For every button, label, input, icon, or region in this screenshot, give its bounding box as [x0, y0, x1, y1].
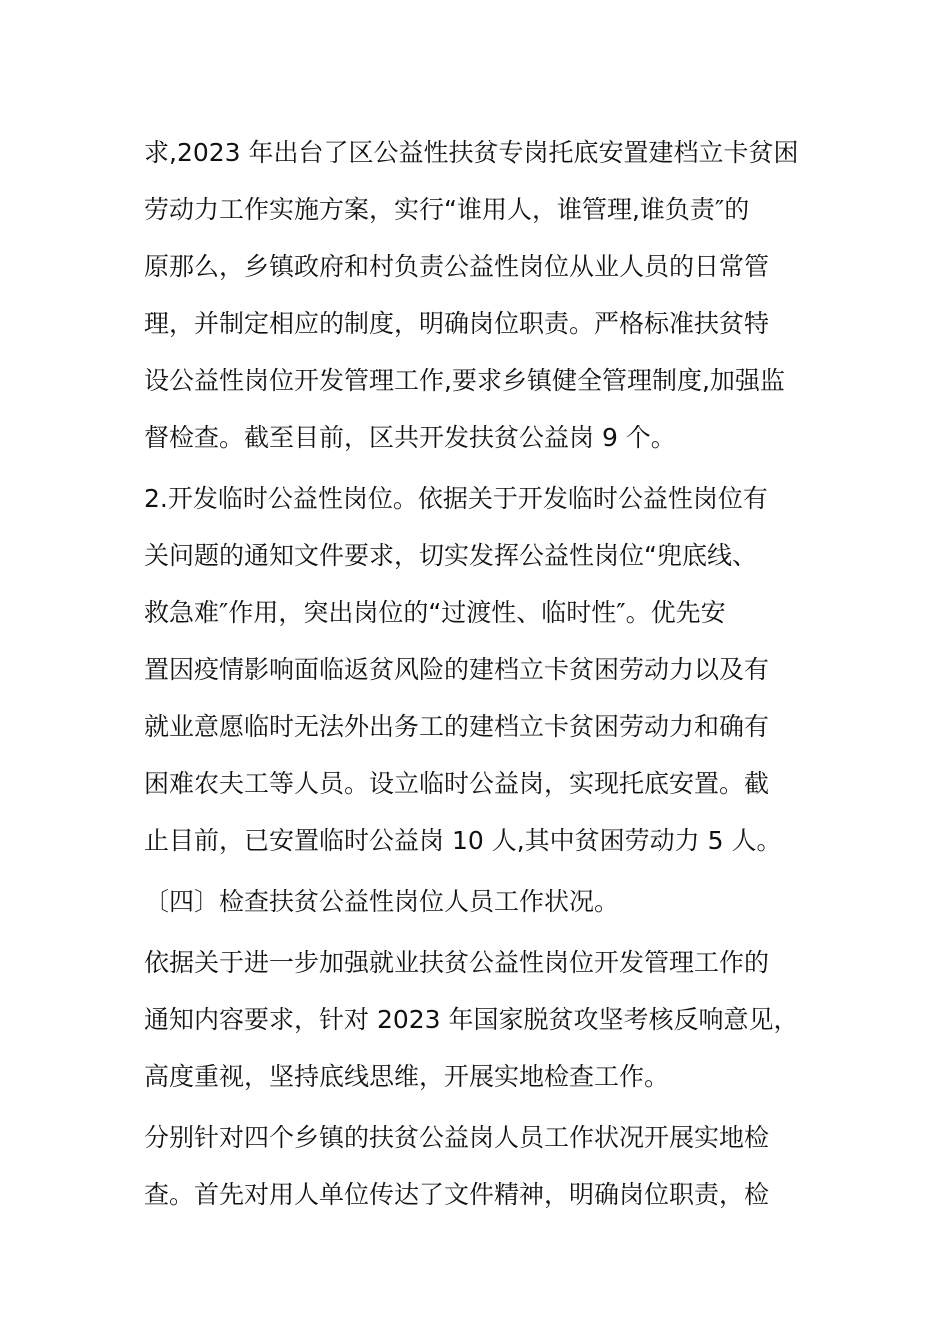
document-body [144, 124, 810, 1223]
text-line: 督检查。截至目前，区共开发扶贫公益岗 9 个。 [144, 423, 676, 452]
text-line: 止目前，已安置临时公益岗 10 人,其中贫困劳动力 5 人。 [144, 826, 782, 855]
heading-line: 〔四〕检查扶贫公益性岗位人员工作状况。 [144, 887, 620, 916]
text-line: 高度重视，坚持底线思维，开展实地检查工作。 [144, 1062, 670, 1091]
paragraph-4 [144, 1109, 810, 1223]
section-heading [144, 873, 810, 930]
text-line: 分别针对四个乡镇的扶贫公益岗人员工作状况开展实地检 [144, 1123, 770, 1152]
paragraph-1 [144, 124, 810, 466]
paragraph-3 [144, 934, 810, 1105]
text-line: 困难农夫工等人员。设立临时公益岗，实现托底安置。截 [144, 769, 770, 798]
text-line: 关问题的通知文件要求，切实发挥公益性岗位“兜底线、 [144, 541, 757, 570]
text-line: 设公益性岗位开发管理工作,要求乡镇健全管理制度,加强监 [144, 366, 785, 395]
text-line: 求,2023 年出台了区公益性扶贫专岗托底安置建档立卡贫困 [144, 138, 799, 167]
text-line: 2.开发临时公益性岗位。依据关于开发临时公益性岗位有 [144, 484, 768, 513]
text-line: 依据关于进一步加强就业扶贫公益性岗位开发管理工作的 [144, 948, 770, 977]
text-line: 劳动力工作实施方案，实行“谁用人，谁管理,谁负责″的 [144, 195, 750, 224]
text-line: 查。首先对用人单位传达了文件精神，明确岗位职责，检 [144, 1180, 770, 1209]
text-line: 就业意愿临时无法外出务工的建档立卡贫困劳动力和确有 [144, 712, 770, 741]
text-line: 原那么，乡镇政府和村负责公益性岗位从业人员的日常管 [144, 252, 770, 281]
text-line: 置因疫情影响面临返贫风险的建档立卡贫困劳动力以及有 [144, 655, 770, 684]
text-line: 理，并制定相应的制度，明确岗位职责。严格标准扶贫特 [144, 309, 770, 338]
paragraph-2 [144, 470, 810, 869]
text-line: 通知内容要求，针对 2023 年国家脱贫攻坚考核反响意见， [144, 1005, 799, 1034]
text-line: 救急难″作用，突出岗位的“过渡性、临时性″。优先安 [144, 598, 726, 627]
